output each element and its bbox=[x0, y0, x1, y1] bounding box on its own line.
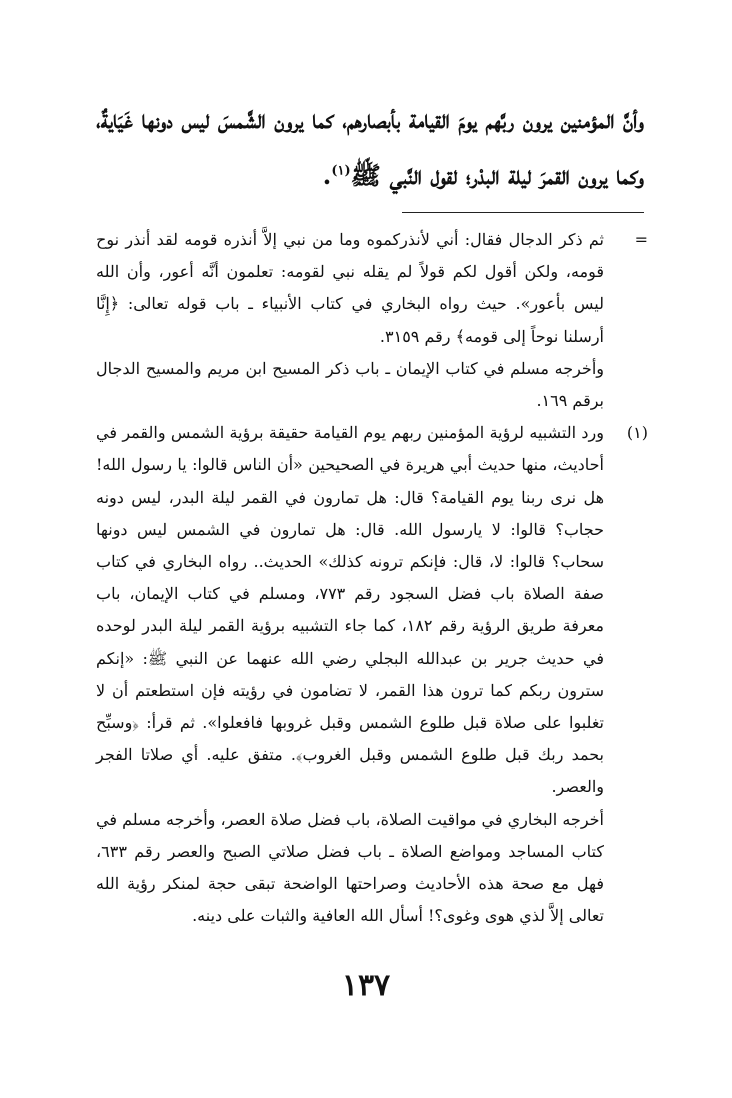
footnote-paragraph: ورد التشبيه لرؤية المؤمنين ربهم يوم القيامة حقيقة برؤية الشمس والقمر في أحاديث، منها حديث أبي هريرة في الصحيحين «أن الناس قالوا: يا رسول الله! هل نرى ربنا يوم القيامة؟ قال: هل تمارون في القمر ليلة البدر، ليس دونه حجاب؟ قالوا: لا يارسول الله. قال: هل تمارون في الشمس ليس دونها سحاب؟ قالوا: لا، قال: فإنكم ترونه كذلك» الحديث.. رواه البخاري في كتاب صفة الصلاة باب فضل السجود رقم ٧٧٣، ومسلم في كتاب الإيمان، باب معرفة طريق الرؤية رقم ١٨٢، كما جاء التشبيه برؤية القمر ليلة البدر لوحده في حديث جرير بن عبدالله البجلي رضي الله عنهما عن النبي ﷺ: «إنكم سترون ربكم كما ترون هذا القمر، لا تضامون في رؤيته فإن استطعتم أن لا تغلبوا على صلاة قبل طلوع الشمس وقبل غروبها فافعلوا». ثم قرأ: ﴿وسبِّح بحمد ربك قبل طلوع الشمس وقبل الغروب﴾. متفق عليه. أي صلاتا الفجر والعصر. bbox=[96, 423, 605, 797]
footnotes-section bbox=[96, 224, 648, 932]
footnote-paragraph: أخرجه البخاري في مواقيت الصلاة، باب فضل صلاة العصر، وأخرجه مسلم في كتاب المساجد ومواضع الصلاة ـ باب فضل صلاتي الصبح والعصر رقم ٦٣٣، فهل مع صحة هذه الأحاديث وصراحتها الواضحة تبقى حجة لمنكر رؤية الله تعالى إلاَّ لذي هوى وغوى؟! أسأل الله العافية والثبات على دينه. bbox=[96, 809, 604, 926]
footnote-reference-1: (١) bbox=[331, 163, 351, 179]
footnote-paragraph: وأخرجه مسلم في كتاب الإيمان ـ باب ذكر المسيح ابن مريم والمسيح الدجال برقم ١٦٩. bbox=[96, 358, 604, 411]
main-text-end: . bbox=[322, 161, 332, 190]
footnote-separator-line bbox=[402, 212, 644, 213]
page-number: ١٣٧ bbox=[341, 968, 391, 1003]
main-body-text bbox=[96, 92, 644, 204]
main-text-content: وأنَّ المؤمنين يرون ربَّهم يومَ القيامة بأبصارهم، كما يرون الشَّمسَ ليس دونها غَيَايةٌ، وكما يرون القمرَ ليلة البدْر؛ لقول النَّبي ﷺ bbox=[96, 105, 644, 190]
footnote-continuation bbox=[96, 224, 648, 417]
footnote-1-marker: (١) bbox=[626, 423, 648, 443]
footnote-paragraph: ثم ذكر الدجال فقال: أني لأنذركموه وما من نبي إلاَّ أنذره قومه لقد أنذر نوح قومه، ولكن أقول لكم قولاً لم يقله نبي لقومه: تعلمون أنَّه أعور، وأن الله ليس بأعور». حيث رواه البخاري في كتاب الأنبياء ـ باب قوله تعالى: ﴿إِنَّا أرسلنا نوحاً إلى قومه﴾ رقم ٣١٥٩. bbox=[96, 230, 604, 346]
continuation-marker: = bbox=[634, 230, 648, 249]
footnote-1 bbox=[96, 417, 648, 932]
